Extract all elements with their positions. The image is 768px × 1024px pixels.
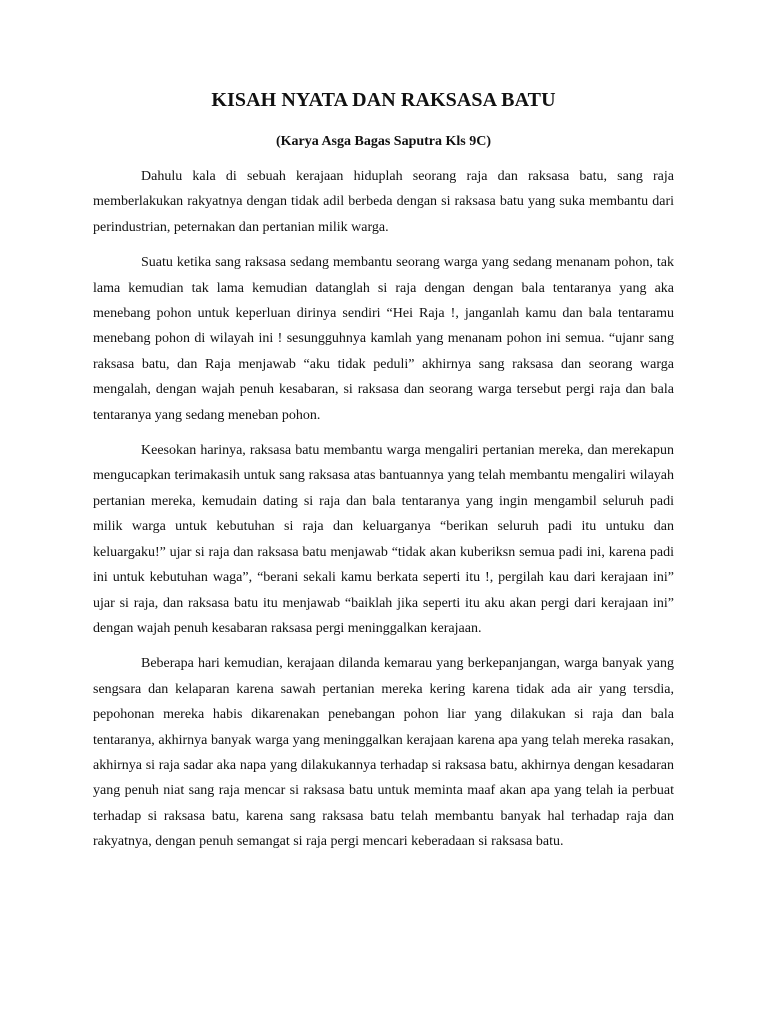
paragraph-4: Beberapa hari kemudian, kerajaan dilanda kemarau yang berkepanjangan, warga banyak yang sengsara dan kelaparan karena sawah pertanian mereka kering karena tidak ada air yang tersdia, pepohonan mereka habis dikarenakan penebangan pohon liar yang dilakukan si raja dan bala tentaranya, akhirnya banyak warga yang meninggalkan kerajaan karena apa yang telah mereka rasakan, akhirnya si raja sadar aka napa yang dilakukannya terhadap si raksasa batu, akhirnya dengan kesadaran yang penuh niat sang raja mencar si raksasa batu untuk meminta maaf akan apa yang telah ia perbuat terhadap si raksasa batu, karena sang raksasa batu telah membantu banyak hal terhadap raja dan rakyatnya, dengan penuh semangat si raja pergi mencari keberadaan si raksasa batu. xyxy=(93,656,674,850)
document-subtitle: (Karya Asga Bagas Saputra Kls 9C) xyxy=(275,134,492,149)
document-body xyxy=(93,86,674,865)
paragraph-1: Dahulu kala di sebuah kerajaan hiduplah seorang raja dan raksasa batu, sang raja memberlakukan rakyatnya dengan tidak adil berbeda dengan si raksasa batu yang suka membantu dari perindustrian, peternakan dan pertanian milik warga. xyxy=(93,169,674,235)
paragraph-3: Keesokan harinya, raksasa batu membantu warga mengaliri pertanian mereka, dan merekapun mengucapkan terimakasih untuk sang raksasa atas bantuannya yang telah membantu mengaliri wilayah pertanian mereka, kemudain dating si raja dan bala tentaranya yang ingin mengambil seluruh padi milik warga untuk kebutuhan si raja dan keluarganya “berikan seluruh padi itu untuku dan keluargaku!” ujar si raja dan raksasa batu menjawab “tidak akan kuberiksn semua padi ini, karena padi ini untuk kebutuhan waga”, “berani sekali kamu berkata seperti itu !, pergilah kau dari kerajaan ini” ujar si raja, dan raksasa batu itu menjawab “baiklah jika seperti itu aku akan pergi dari kerajaan ini” dengan wajah penuh kesabaran raksasa pergi meninggalkan kerajaan. xyxy=(93,443,674,636)
document-title: KISAH NYATA DAN RAKSASA BATU xyxy=(211,89,556,111)
paragraph-2: Suatu ketika sang raksasa sedang membantu seorang warga yang sedang menanam pohon, tak lama kemudian tak lama kemudian datanglah si raja dengan dengan bala tentaranya yang aka menebang pohon untuk keperluan dirinya sendiri “Hei Raja !, janganlah kamu dan bala tentaramu menebang pohon di wilayah ini ! sesungguhnya kamlah yang menanam pohon ini semua. “ujanr sang raksasa batu, dan Raja menjawab “aku tidak peduli” akhirnya sang raksasa dan seorang warga mengalah, dengan wajah penuh kesabaran, si raksasa dan seorang warga tersebut pergi raja dan bala tentaranya yang sedang meneban pohon. xyxy=(93,255,674,423)
